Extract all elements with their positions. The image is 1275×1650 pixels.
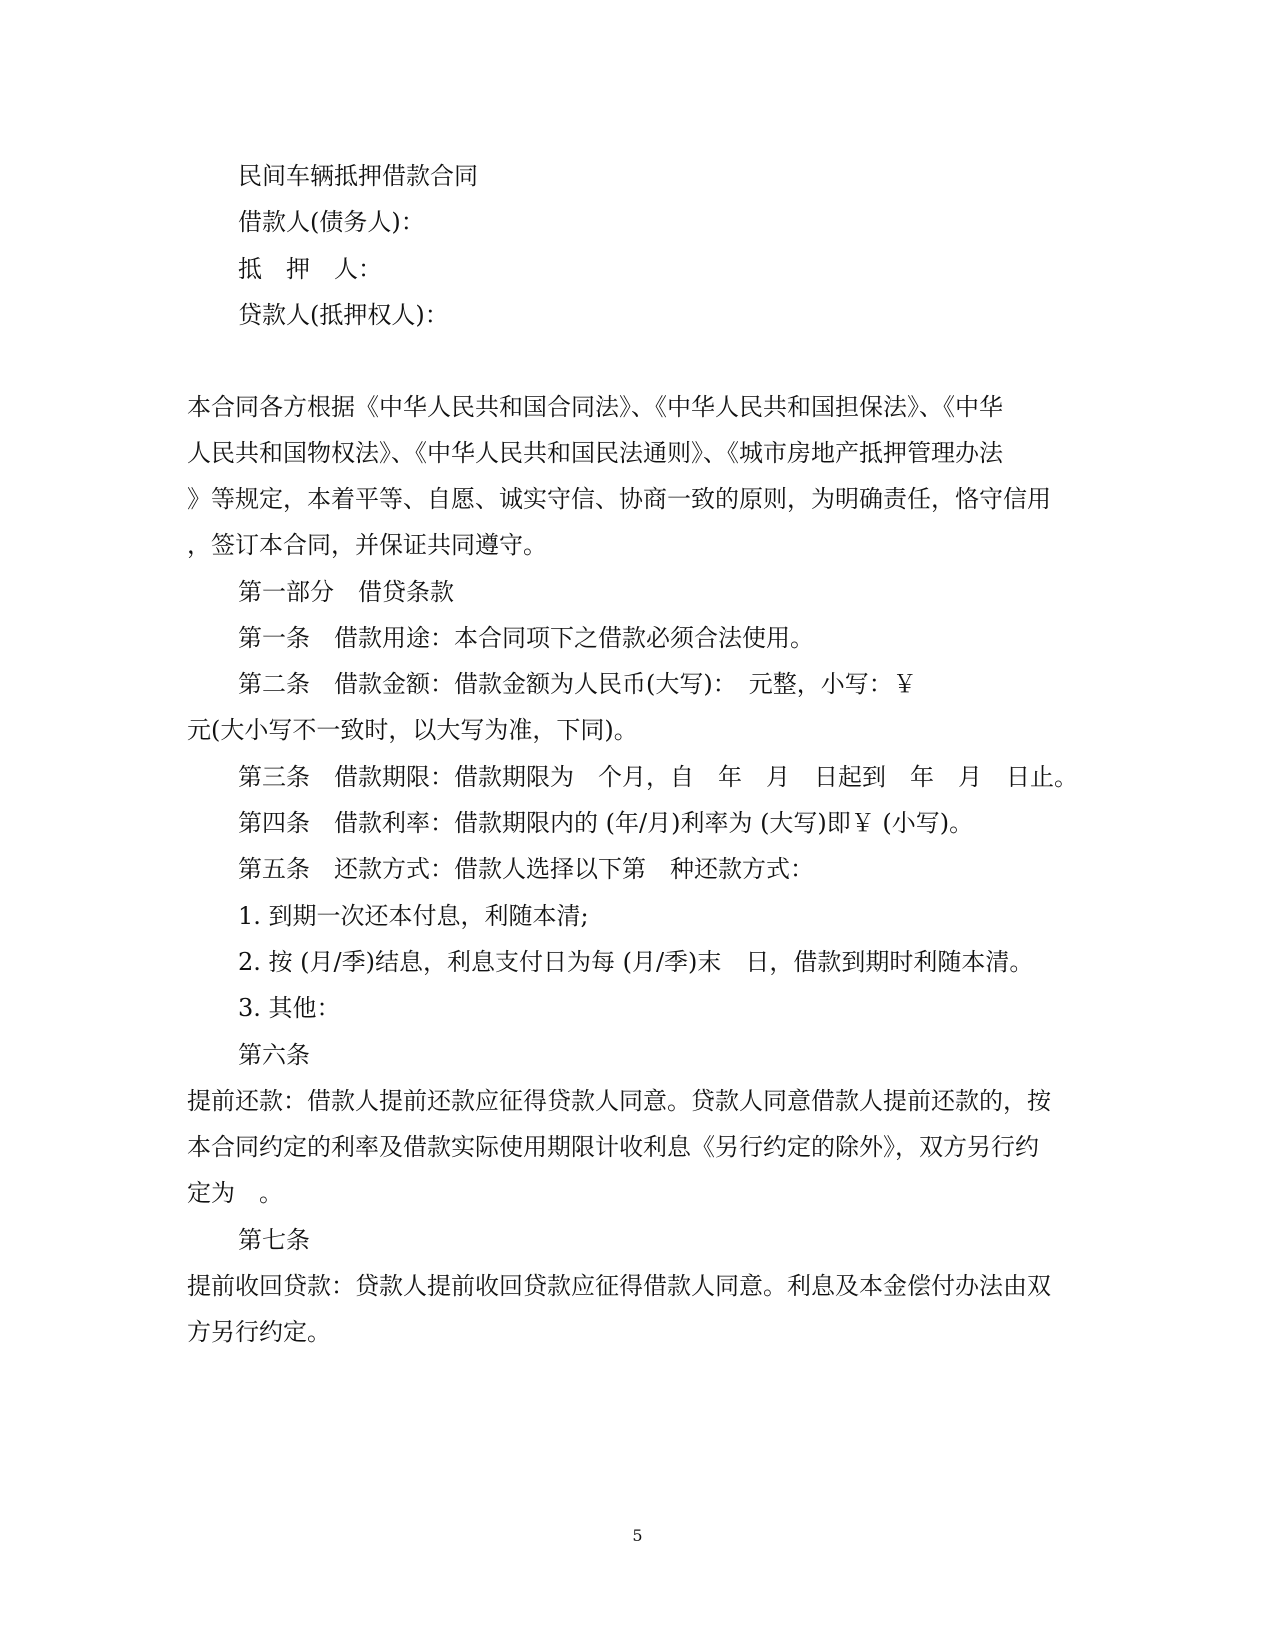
article-3: 第三条 借款期限：借款期限为 个月，自 年 月 日起到 年 月 日止。 — [238, 763, 1078, 791]
contract-title: 民间车辆抵押借款合同 — [238, 162, 478, 190]
lender-label: 贷款人(抵押权人)： — [238, 301, 449, 329]
article-7-heading: 第七条 — [238, 1226, 310, 1254]
part-one-heading: 第一部分 借贷条款 — [238, 578, 454, 606]
article-5: 第五条 还款方式：借款人选择以下第 种还款方式： — [238, 855, 814, 883]
article-6-heading: 第六条 — [238, 1041, 310, 1069]
article-1: 第一条 借款用途：本合同项下之借款必须合法使用。 — [238, 624, 814, 652]
page-number: 5 — [632, 1526, 643, 1545]
preamble-line: 》等规定，本着平等、自愿、诚实守信、协商一致的原则，为明确责任，恪守信用 — [187, 485, 1051, 513]
preamble-line: 本合同各方根据《中华人民共和国合同法》、《中华人民共和国担保法》、《中华 — [187, 393, 1003, 421]
article-7-line: 方另行约定。 — [187, 1318, 331, 1346]
article-6-line: 定为 。 — [187, 1179, 283, 1207]
repayment-option-1: 1. 到期一次还本付息，利随本清; — [238, 902, 589, 930]
repayment-option-2: 2. 按 (月/季)结息，利息支付日为每 (月/季)末 日，借款到期时利随本清。 — [238, 948, 1034, 976]
article-4: 第四条 借款利率：借款期限内的 (年/月)利率为 (大写)即￥ (小写)。 — [238, 809, 974, 837]
mortgagor-label: 抵 押 人： — [238, 255, 382, 283]
article-6-line: 本合同约定的利率及借款实际使用期限计收利息《另行约定的除外》，双方另行约 — [187, 1133, 1039, 1161]
borrower-label: 借款人(债务人)： — [238, 208, 425, 236]
repayment-option-3: 3. 其他： — [238, 994, 341, 1022]
article-6-line: 提前还款：借款人提前还款应征得贷款人同意。贷款人同意借款人提前还款的，按 — [187, 1087, 1051, 1115]
article-2: 第二条 借款金额：借款金额为人民币(大写)： 元整，小写：￥ — [238, 670, 917, 698]
preamble-line: ，签订本合同，并保证共同遵守。 — [187, 531, 547, 559]
preamble-line: 人民共和国物权法》、《中华人民共和国民法通则》、《城市房地产抵押管理办法 — [187, 439, 1003, 467]
article-2-continuation: 元(大小写不一致时，以大写为准，下同)。 — [187, 716, 638, 744]
article-7-line: 提前收回贷款：贷款人提前收回贷款应征得借款人同意。利息及本金偿付办法由双 — [187, 1272, 1051, 1300]
